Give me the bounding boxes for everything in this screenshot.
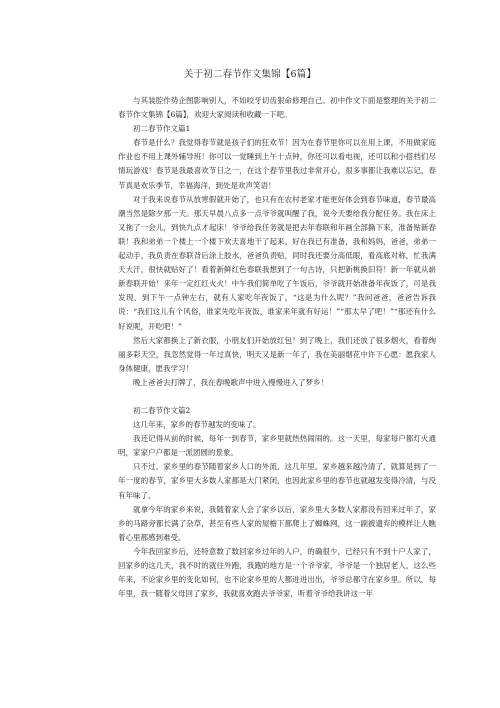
- section-heading: 初二春节作文篇2: [133, 405, 191, 415]
- paragraph: 我还记得从前的时候，每年一到春节，家乡里就热热闹闹的。这一天里，每家每户都灯火通明，家家户户都是一派团圆的景象。: [118, 434, 436, 458]
- intro-paragraph: 与其装腔作势企图影响别人，不如咬牙切齿狠命修理自己。初中作文下面是整理的关于初二春节作文集锦【6篇】，欢迎大家阅读和收藏一下吧。: [118, 96, 436, 120]
- document-body: [118, 94, 436, 601]
- paragraph: 对于我来说春节从放寒假就开始了，也只有在农村老家才能更好体会到春节味道，春节最高潮当然是除夕那一天。那天早晨八点多一点爷爷就叫醒了我，说今天要给我分配任务。我在床上又拖了一会儿，到快九点才起床！爷爷给我任务就是把去年春联和年画全部撕下来，准备贴新春联！我和弟弟一个楼上一个楼下欢天喜地干了起来。好在我已有准备，我和妈妈，爸爸，弟弟一起动手，我负责在春联背后涂上胶水，爸爸负责贴，同时我还要分高低眼，看高底对称，忙我满天大汗，很快就贴好了！看着新鲜红色春联我想到了一句古诗，只把新桃换旧符！新一年就从崭新春联开始！来年一定红红火火！中午我们简单吃了午饭后，爷爷就开始准备年夜饭了，可是我发现，到下午一点钟左右，就有人家吃年夜饭了，“这是为什么呢？”我问爸爸，爸爸告诉我说：“我们这儿有个风俗，谁家先吃年夜饭，谁家来年就有好运！”“那太早了吧！”“那还有什么好说呢，开吃吧！”: [118, 194, 436, 331]
- document-title: 关于初二春节作文集锦【6篇】: [183, 69, 317, 80]
- section-2: [118, 404, 436, 601]
- section-spacer: [118, 390, 436, 404]
- paragraph: 春节是什么？我觉得春节就是孩子们的狂欢节！因为在春节里你可以在用上课，不用做家庭作业也不用上课外辅导班！你可以一觉睡到上午十点钟，你还可以看电视，还可以和小搭档们尽情玩游戏！春节是我最喜欢节日之一，在这个春节里我过非常开心，很多事都让我难以忘记，春节真是欢乐季节，幸福海洋，到处是欢声笑语！: [118, 138, 436, 190]
- paragraph: 然后大家都换上了新衣服，小朋友们开始放红包！到了晚上，我们还放了很多烟火，看着绚丽多彩天空，我忽然觉得一年过真快，明天又是新一年了，我在美丽烟花中许下心愿：愿我家人身体健康，愿我学习！: [118, 335, 436, 373]
- paragraph: 就拿今年的家乡来说，我随着家人会了家乡以后，家乡里大多数人家都没有回来过年了，家乡的马路旁都长满了杂草，甚至有些人家的屋檐下都爬上了蜘蛛网，这一副被遗弃的模样让人瞧着心里都感到难受。: [118, 504, 436, 542]
- paragraph: 这几年来，家乡的春节越发的变味了。: [133, 420, 261, 430]
- section-1: [118, 122, 436, 390]
- section-heading: 初二春节作文篇1: [133, 124, 191, 134]
- paragraph: 只不过，家乡里的春节随着家乡人口的外流，这几年里，家乡越来越冷清了，就算是到了一年一度的春节，家乡里大多数人家都是大门紧闭，也因此家乡里的春节也就越发变得冷清，与没有年味了。: [118, 462, 436, 500]
- paragraph: 晚上爸爸去打牌了，我在春晚歌声中进入慢慢进入了梦乡！: [133, 377, 328, 387]
- paragraph: 今年我回家乡后，还特意数了数回家乡过年的人户，的确很少，已经只有不到十户人家了，回家乡的这几天，我不时的就往外跑，我跑的地方是一个爷爷家，爷爷是一个独居老人，这么些年来，不论家乡里的变化如何，也不论家乡里的人都进进出出，爷爷总都守在家乡里。所以，每年里，我一随着父母回了家乡，我就喜欢跑去爷爷家，听着爷爷给我讲这一年: [118, 546, 436, 599]
